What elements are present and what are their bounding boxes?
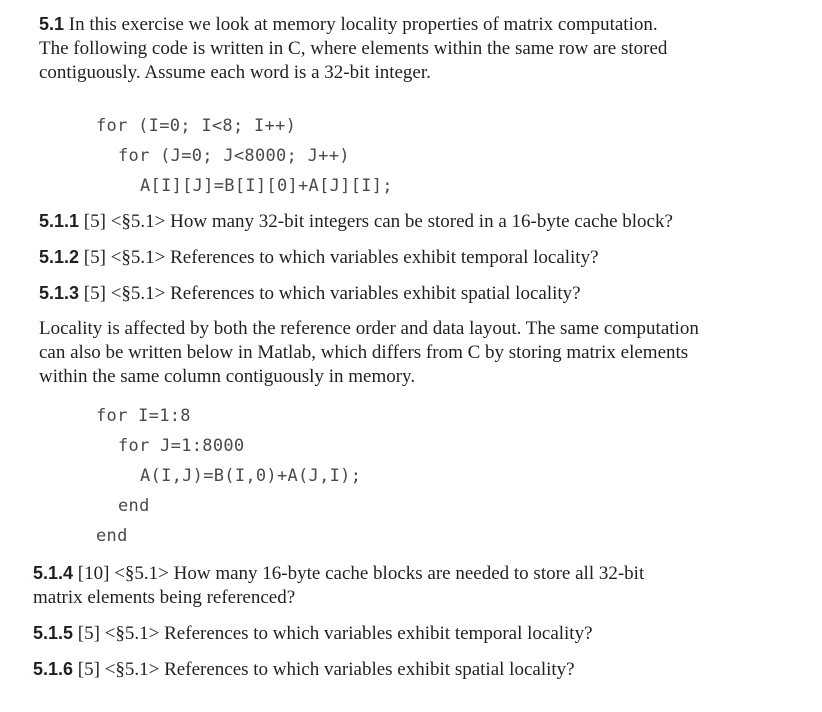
question-5-1-5 — [33, 621, 593, 646]
question-5-1-6 — [33, 657, 575, 682]
question-5-1-4 — [33, 561, 753, 610]
intro-paragraph — [39, 12, 739, 85]
question-number: 5.1.3 — [39, 283, 80, 303]
intro-line-3: contiguously. Assume each word is a 32-bit integer. — [39, 62, 431, 83]
locality-line-1: Locality is affected by both the reference order and data layout. The same computation — [39, 318, 699, 339]
exercise-number: 5.1 — [39, 14, 65, 34]
question-number: 5.1.6 — [33, 659, 74, 679]
question-5-1-3 — [39, 281, 581, 306]
matlab-code-line-3: A(I,J)=B(I,0)+A(J,I); — [140, 466, 362, 486]
c-code-line-3: A[I][J]=B[I][0]+A[J][I]; — [140, 176, 393, 196]
c-code-line-2: for (J=0; J<8000; J++) — [118, 146, 350, 166]
matlab-code-line-1: for I=1:8 — [96, 406, 191, 426]
matlab-code-line-4: end — [118, 496, 150, 516]
matlab-code-line-5: end — [96, 526, 128, 546]
intro-line-2: The following code is written in C, where elements within the same row are stored — [39, 38, 668, 59]
question-text-line-2: matrix elements being referenced? — [33, 587, 296, 608]
question-5-1-1 — [39, 209, 673, 234]
question-5-1-2 — [39, 245, 599, 270]
locality-line-3: within the same column contiguously in memory. — [39, 366, 416, 387]
question-text: [5] <§5.1> How many 32-bit integers can be stored in a 16-byte cache block? — [83, 211, 673, 232]
c-code-line-1: for (I=0; I<8; I++) — [96, 116, 297, 136]
locality-paragraph — [39, 317, 739, 389]
question-text: [5] <§5.1> References to which variables exhibit temporal locality? — [77, 623, 593, 644]
question-number: 5.1.4 — [33, 563, 74, 583]
intro-line-1: 5.1 In this exercise we look at memory locality properties of matrix computation. — [39, 14, 658, 35]
matlab-code-line-2: for J=1:8000 — [118, 436, 245, 456]
question-text-line-1: [10] <§5.1> How many 16-byte cache blocks are needed to store all 32-bit — [77, 563, 645, 584]
question-number: 5.1.5 — [33, 623, 74, 643]
question-text: [5] <§5.1> References to which variables exhibit spatial locality? — [77, 659, 575, 680]
question-number: 5.1.1 — [39, 211, 80, 231]
locality-line-2: can also be written below in Matlab, which differs from C by storing matrix elements — [39, 342, 689, 363]
question-number: 5.1.2 — [39, 247, 80, 267]
question-text: [5] <§5.1> References to which variables exhibit spatial locality? — [83, 283, 581, 304]
question-text: [5] <§5.1> References to which variables exhibit temporal locality? — [83, 247, 599, 268]
